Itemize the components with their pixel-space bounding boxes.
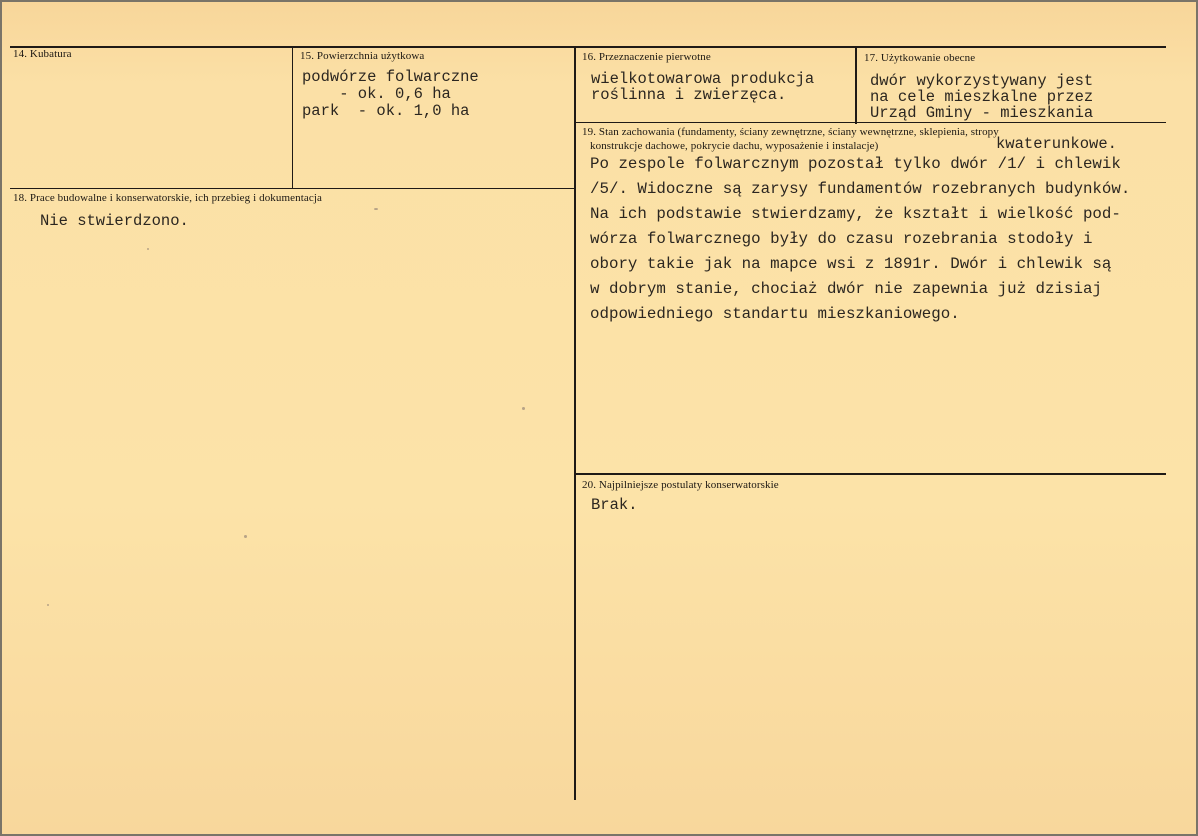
field-20-text: Brak. (591, 496, 638, 514)
field-16-line-2: roślinna i zwierzęca. (591, 86, 787, 104)
top-rule (10, 46, 1166, 48)
field-19-line-7: odpowiedniego standartu mieszkaniowego. (590, 305, 960, 323)
rule-above-19 (576, 122, 1166, 123)
field-19-label-line-1: 19. Stan zachowania (fundamenty, ściany zewnętrzne, ściany wewnętrzne, sklepienia, stropy (582, 126, 999, 138)
field-17-continuation: kwaterunkowe. (996, 135, 1117, 153)
field-15-line-2: - ok. 0,6 ha (302, 85, 451, 103)
paper-speck (522, 407, 525, 410)
field-15-label: 15. Powierzchnia użytkowa (300, 50, 425, 62)
field-19-line-6: w dobrym stanie, chociaż dwór nie zapewnia już dzisiaj (590, 280, 1102, 298)
field-19-line-3: Na ich podstawie stwierdzamy, że kształt i wielkość pod- (590, 205, 1121, 223)
field-15-line-1: podwórze folwarczne (302, 68, 479, 86)
field-16-line-1: wielkotowarowa produkcja (591, 70, 815, 88)
field-18-label: 18. Prace budowalne i konserwatorskie, ich przebieg i dokumentacja (13, 192, 322, 204)
paper-speck (47, 604, 49, 606)
rule-above-18 (10, 188, 574, 189)
field-15-line-3: park - ok. 1,0 ha (302, 102, 470, 120)
field-20-label: 20. Najpilniejsze postulaty konserwatorskie (582, 479, 779, 491)
divider-14-15 (292, 48, 293, 188)
divider-main-vertical (574, 48, 576, 800)
divider-16-17 (855, 48, 857, 124)
record-card (2, 2, 1196, 834)
field-17-line-2: na cele mieszkalne przez (870, 88, 1094, 106)
paper-speck (147, 248, 149, 250)
field-19-line-4: wórza folwarcznego były do czasu rozebrania stodoły i (590, 230, 1093, 248)
rule-above-20 (576, 473, 1166, 475)
paper-speck (244, 535, 247, 538)
field-19-label-line-2: konstrukcje dachowe, pokrycie dachu, wyposażenie i instalacje) (590, 140, 879, 152)
field-16-label: 16. Przeznaczenie pierwotne (582, 51, 711, 63)
paper-speck (374, 208, 378, 210)
field-17-line-1: dwór wykorzystywany jest (870, 72, 1094, 90)
field-19-line-2: /5/. Widoczne są zarysy fundamentów rozebranych budynków. (590, 180, 1131, 198)
field-18-text: Nie stwierdzono. (40, 212, 189, 230)
field-19-line-1: Po zespole folwarcznym pozostał tylko dwór /1/ i chlewik (590, 155, 1121, 173)
field-17-line-3: Urząd Gminy - mieszkania (870, 104, 1094, 122)
field-19-line-5: obory takie jak na mapce wsi z 1891r. Dwór i chlewik są (590, 255, 1112, 273)
field-17-label: 17. Użytkowanie obecne (864, 52, 976, 64)
field-14-label: 14. Kubatura (13, 48, 72, 60)
